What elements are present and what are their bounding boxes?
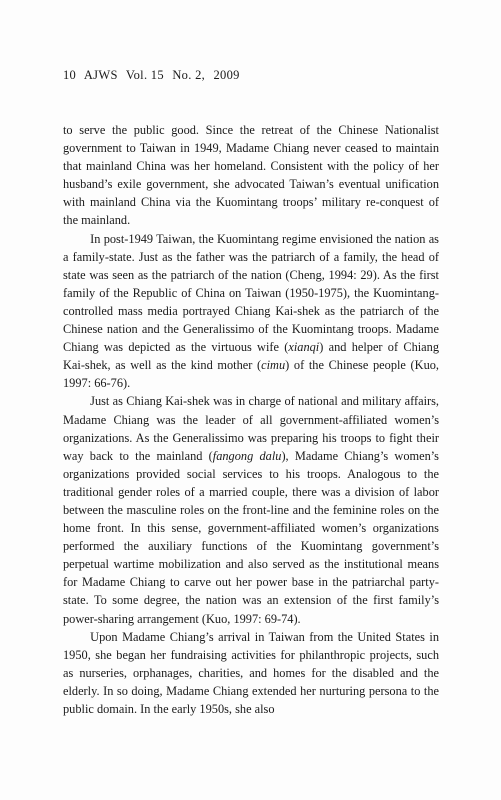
page-number: 10 (63, 68, 77, 82)
paragraph-1 (63, 121, 439, 230)
romanized-term: fangong dalu (212, 448, 282, 463)
romanized-term: cimu (261, 358, 286, 373)
journal-year: 2009 (213, 68, 240, 82)
paragraph-text: Upon Madame Chiang’s arrival in Taiwan from the United States in 1950, she began her fundraising activities for philanthropic projects, such as nurseries, orphanages, charities, and homes for the disabled and the elderly. In so doing, Madame Chiang extended her nurturing persona to the public domain. In the early 1950s, she also (63, 629, 439, 716)
paragraph-text: to serve the public good. Since the retreat of the Chinese Nationalist government to Taiwan in 1949, Madame Chiang never ceased to maintain that mainland China was her homeland. Consistent with the policy of her husband’s exile government, she advocated Taiwan’s eventual unification with mainland China via the Kuomintang troops’ military re-conquest of the mainland. (63, 123, 439, 228)
paragraph-4 (63, 628, 439, 718)
journal-volume: Vol. 15 (125, 68, 164, 82)
paragraph-text: ), Madame Chiang’s women’s organizations provided social services to his troops. Analogous to the traditional gender roles of a married couple, there was a division of labor between the masculine roles on the front-line and the feminine roles on the home front. In this sense, government-affiliated women’s organizations performed the auxiliary functions of the Kuomintang government’s perpetual wartime mobilization and also served as the institutional means for Madame Chiang to carve out her power base in the patriarchal party-state. To some degree, the nation was an extension of the first family’s power-sharing arrangement (Kuo, 1997: 69-74). (63, 448, 439, 626)
paragraph-3 (63, 392, 439, 627)
paragraph-text: ) of the Chinese people (Kuo, 1997: 66-76). (63, 358, 440, 391)
journal-issue: No. 2, (172, 68, 206, 82)
romanized-term: xianqi (288, 340, 320, 355)
paragraph-text: ) and helper of Chiang Kai-shek, as well as the kind mother ( (63, 340, 439, 373)
paragraph-text: Just as Chiang Kai-shek was in charge of national and military affairs, Madame Chiang was the leader of all government-affiliated women’s organizations. As the Generalissimo was preparing his troops to fight their way back to the mainland ( (63, 394, 439, 463)
paragraph-2 (63, 230, 439, 393)
paragraph-text: In post-1949 Taiwan, the Kuomintang regime envisioned the nation as a family-state. Just as the father was the patriarch of a family, the head of state was seen as the patriarch of the nation (Cheng, 1994: 29). As the first family of the Republic of China on Taiwan (1950-1975), the Kuomintang-controlled mass media portrayed Chiang Kai-shek as the patriarch of the Chinese nation and the Generalissimo of the Kuomintang troops. Madame Chiang was depicted as the virtuous wife ( (63, 231, 439, 355)
running-head (63, 68, 245, 83)
journal-name: AJWS (83, 68, 118, 82)
body-text (63, 121, 439, 718)
